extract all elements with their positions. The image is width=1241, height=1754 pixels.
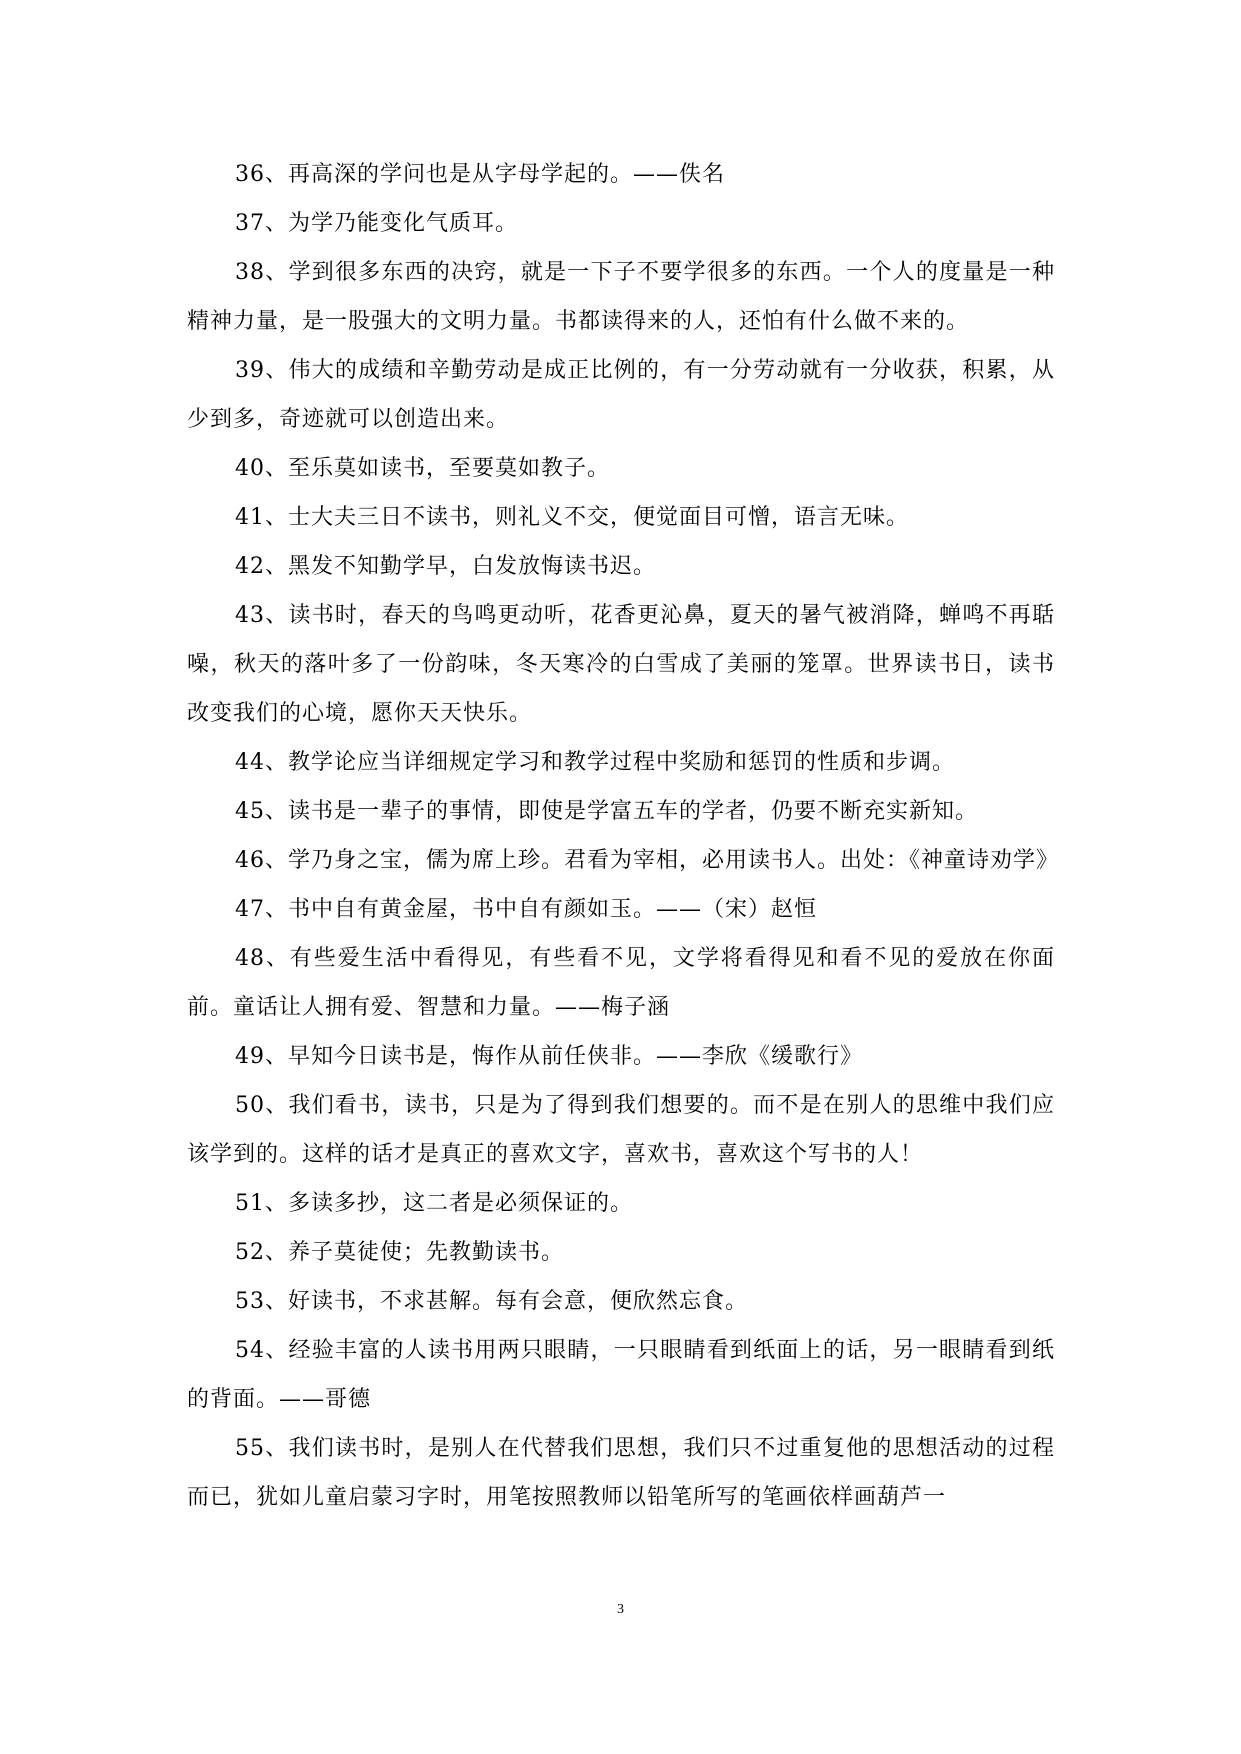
- quote-paragraph-49: 49、早知今日读书是，悔作从前任侠非。——李欣《缓歌行》: [235, 1044, 863, 1069]
- quote-paragraph-51: 51、多读多抄，这二者是必须保证的。: [235, 1191, 633, 1216]
- quote-paragraph-46: 46、学乃身之宝，儒为席上珍。君看为宰相，必用读书人。出处：《神童诗劝学》: [235, 848, 1059, 873]
- quote-paragraph-37: 37、为学乃能变化气质耳。: [235, 211, 518, 236]
- page-content: [187, 150, 1059, 1522]
- quote-paragraph-54: 54、经验丰富的人读书用两只眼睛，一只眼睛看到纸面上的话，另一眼睛看到纸的背面。——哥德: [187, 1338, 1055, 1412]
- page-number: 3: [617, 1602, 624, 1617]
- quote-paragraph-44: 44、教学论应当详细规定学习和教学过程中奖励和惩罚的性质和步调。: [235, 750, 955, 775]
- quote-paragraph-55: 55、我们读书时，是别人在代替我们思想，我们只不过重复他的思想活动的过程而已，犹如儿童启蒙习字时，用笔按照教师以铅笔所写的笔画依样画葫芦一: [187, 1436, 1055, 1510]
- quote-paragraph-41: 41、士大夫三日不读书，则礼义不交，便觉面目可憎，语言无味。: [235, 505, 909, 530]
- quote-paragraph-42: 42、黑发不知勤学早，白发放悔读书迟。: [235, 554, 656, 579]
- quote-paragraph-53: 53、好读书，不求甚解。每有会意，便欣然忘食。: [235, 1289, 748, 1314]
- quote-paragraph-36: 36、再高深的学问也是从字母学起的。——佚名: [235, 162, 725, 187]
- quote-paragraph-52: 52、养子莫徒使；先教勤读书。: [235, 1240, 564, 1265]
- quote-paragraph-38: 38、学到很多东西的决窍，就是一下子不要学很多的东西。一个人的度量是一种精神力量，是一股强大的文明力量。书都读得来的人，还怕有什么做不来的。: [187, 260, 1055, 334]
- quote-paragraph-40: 40、至乐莫如读书，至要莫如教子。: [235, 456, 610, 481]
- quote-paragraph-43: 43、读书时，春天的鸟鸣更动听，花香更沁鼻，夏天的暑气被消降，蝉鸣不再聒噪，秋天的落叶多了一份韵味，冬天寒冷的白雪成了美丽的笼罩。世界读书日，读书改变我们的心境，愿你天天快乐。: [187, 603, 1055, 726]
- quote-paragraph-39: 39、伟大的成绩和辛勤劳动是成正比例的，有一分劳动就有一分收获，积累，从少到多，奇迹就可以创造出来。: [187, 358, 1055, 432]
- quote-paragraph-50: 50、我们看书，读书，只是为了得到我们想要的。而不是在别人的思维中我们应该学到的。这样的话才是真正的喜欢文字，喜欢书，喜欢这个写书的人！: [187, 1093, 1055, 1167]
- quote-paragraph-47: 47、书中自有黄金屋，书中自有颜如玉。——（宋）赵恒: [235, 897, 817, 922]
- quote-paragraph-48: 48、有些爱生活中看得见，有些看不见，文学将看得见和看不见的爱放在你面前。童话让人拥有爱、智慧和力量。——梅子涵: [187, 946, 1055, 1020]
- quote-paragraph-45: 45、读书是一辈子的事情，即使是学富五车的学者，仍要不断充实新知。: [235, 799, 978, 824]
